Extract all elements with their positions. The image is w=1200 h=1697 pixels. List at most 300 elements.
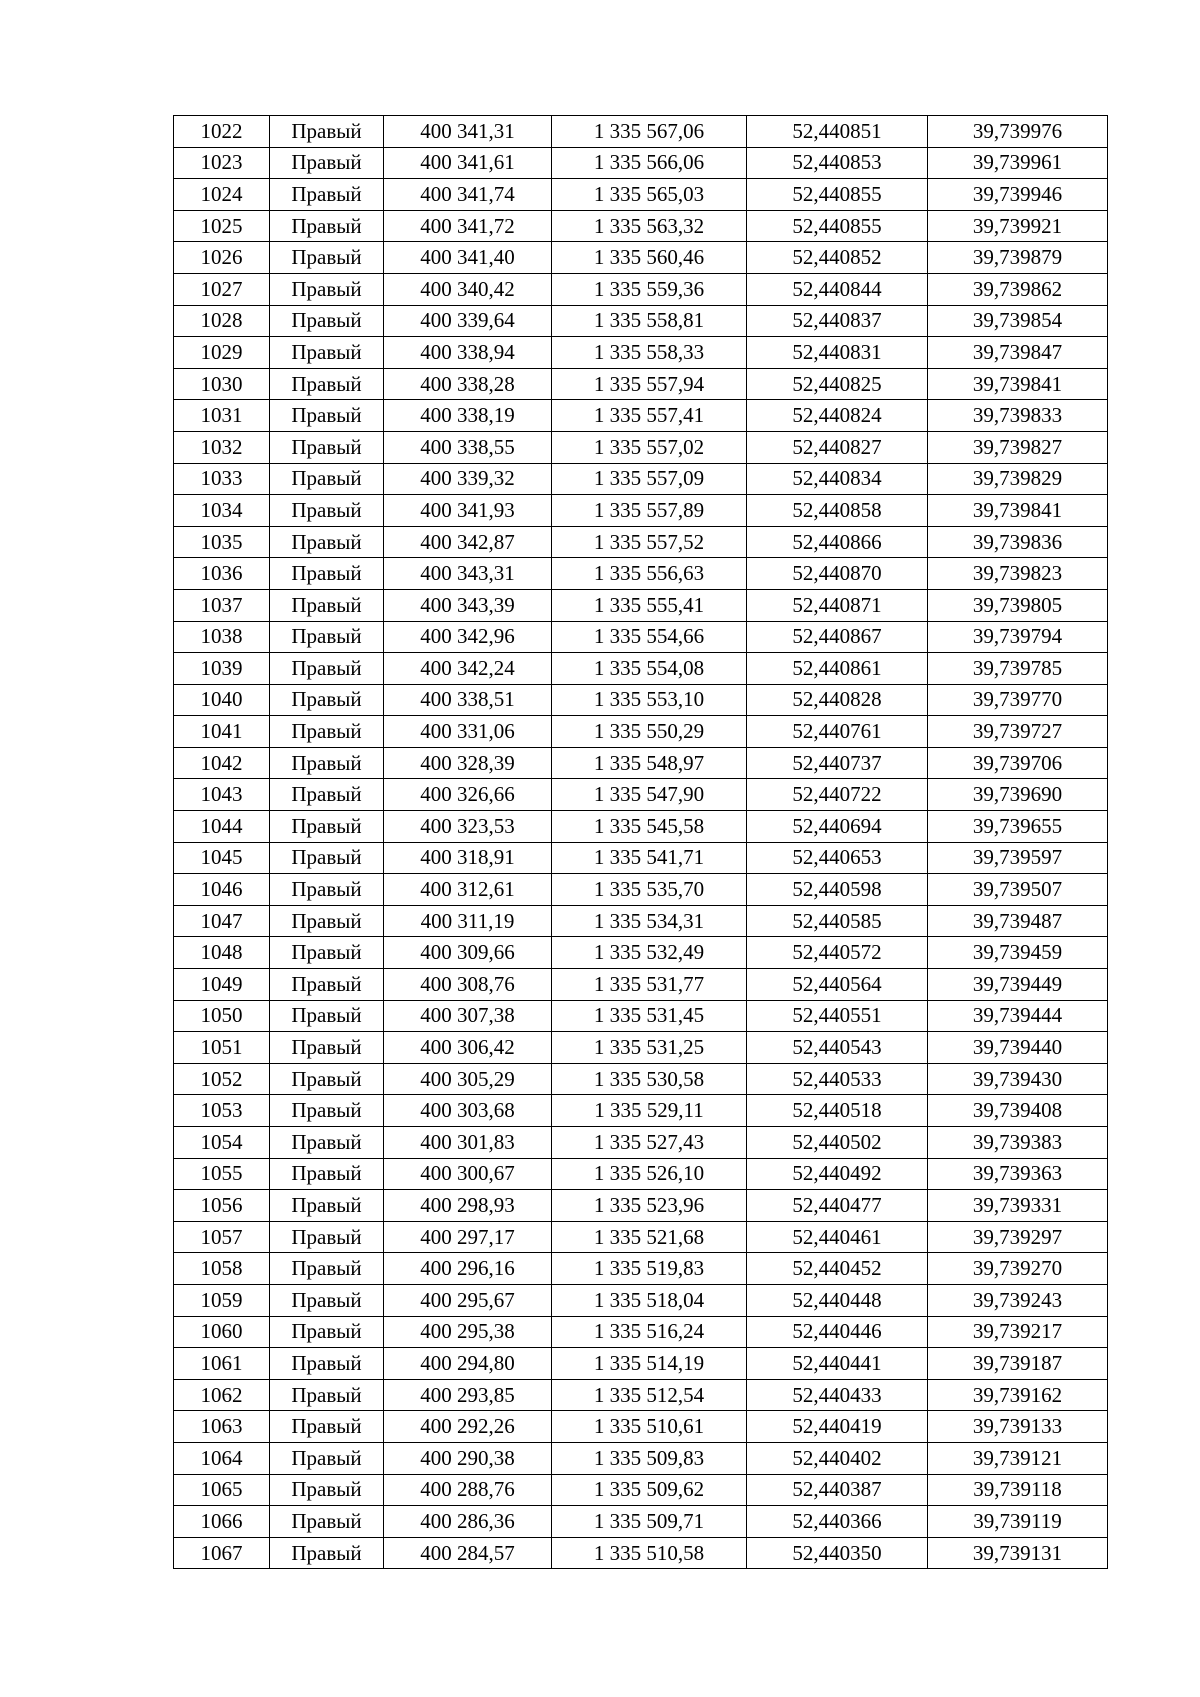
side-cell: Правый [270, 1474, 384, 1506]
longitude-cell: 39,739133 [928, 1411, 1108, 1443]
y-coordinate-cell: 1 335 557,89 [552, 495, 747, 527]
x-coordinate-cell: 400 307,38 [384, 1000, 552, 1032]
longitude-cell: 39,739408 [928, 1095, 1108, 1127]
y-coordinate-cell: 1 335 514,19 [552, 1348, 747, 1380]
point-number-cell: 1035 [174, 526, 270, 558]
table-row [174, 1190, 1108, 1222]
y-coordinate-cell: 1 335 545,58 [552, 811, 747, 843]
point-number-cell: 1044 [174, 811, 270, 843]
x-coordinate-cell: 400 306,42 [384, 1032, 552, 1064]
latitude-cell: 52,440366 [747, 1506, 928, 1538]
latitude-cell: 52,440543 [747, 1032, 928, 1064]
y-coordinate-cell: 1 335 535,70 [552, 874, 747, 906]
table-row [174, 1316, 1108, 1348]
table-row [174, 684, 1108, 716]
side-cell: Правый [270, 747, 384, 779]
latitude-cell: 52,440518 [747, 1095, 928, 1127]
x-coordinate-cell: 400 305,29 [384, 1063, 552, 1095]
latitude-cell: 52,440533 [747, 1063, 928, 1095]
y-coordinate-cell: 1 335 512,54 [552, 1379, 747, 1411]
table-row [174, 1032, 1108, 1064]
point-number-cell: 1029 [174, 337, 270, 369]
side-cell: Правый [270, 779, 384, 811]
side-cell: Правый [270, 842, 384, 874]
x-coordinate-cell: 400 303,68 [384, 1095, 552, 1127]
side-cell: Правый [270, 1063, 384, 1095]
longitude-cell: 39,739879 [928, 242, 1108, 274]
latitude-cell: 52,440722 [747, 779, 928, 811]
longitude-cell: 39,739961 [928, 147, 1108, 179]
y-coordinate-cell: 1 335 526,10 [552, 1158, 747, 1190]
latitude-cell: 52,440828 [747, 684, 928, 716]
table-row [174, 1379, 1108, 1411]
latitude-cell: 52,440441 [747, 1348, 928, 1380]
table-row [174, 716, 1108, 748]
y-coordinate-cell: 1 335 534,31 [552, 905, 747, 937]
point-number-cell: 1063 [174, 1411, 270, 1443]
point-number-cell: 1038 [174, 621, 270, 653]
longitude-cell: 39,739727 [928, 716, 1108, 748]
table-row [174, 1221, 1108, 1253]
x-coordinate-cell: 400 339,64 [384, 305, 552, 337]
point-number-cell: 1039 [174, 653, 270, 685]
y-coordinate-cell: 1 335 527,43 [552, 1127, 747, 1159]
point-number-cell: 1049 [174, 969, 270, 1001]
point-number-cell: 1023 [174, 147, 270, 179]
side-cell: Правый [270, 495, 384, 527]
table-row [174, 558, 1108, 590]
latitude-cell: 52,440844 [747, 273, 928, 305]
latitude-cell: 52,440827 [747, 431, 928, 463]
x-coordinate-cell: 400 343,31 [384, 558, 552, 590]
x-coordinate-cell: 400 284,57 [384, 1537, 552, 1569]
latitude-cell: 52,440870 [747, 558, 928, 590]
latitude-cell: 52,440653 [747, 842, 928, 874]
latitude-cell: 52,440831 [747, 337, 928, 369]
side-cell: Правый [270, 874, 384, 906]
longitude-cell: 39,739841 [928, 495, 1108, 527]
point-number-cell: 1032 [174, 431, 270, 463]
table-row [174, 526, 1108, 558]
x-coordinate-cell: 400 295,38 [384, 1316, 552, 1348]
point-number-cell: 1064 [174, 1442, 270, 1474]
coordinates-table [173, 115, 1108, 1569]
longitude-cell: 39,739976 [928, 116, 1108, 148]
table-row [174, 116, 1108, 148]
longitude-cell: 39,739449 [928, 969, 1108, 1001]
point-number-cell: 1054 [174, 1127, 270, 1159]
y-coordinate-cell: 1 335 519,83 [552, 1253, 747, 1285]
side-cell: Правый [270, 1442, 384, 1474]
longitude-cell: 39,739706 [928, 747, 1108, 779]
y-coordinate-cell: 1 335 554,08 [552, 653, 747, 685]
table-row [174, 179, 1108, 211]
table-row [174, 621, 1108, 653]
point-number-cell: 1048 [174, 937, 270, 969]
side-cell: Правый [270, 463, 384, 495]
longitude-cell: 39,739162 [928, 1379, 1108, 1411]
latitude-cell: 52,440350 [747, 1537, 928, 1569]
latitude-cell: 52,440737 [747, 747, 928, 779]
side-cell: Правый [270, 1095, 384, 1127]
latitude-cell: 52,440598 [747, 874, 928, 906]
latitude-cell: 52,440477 [747, 1190, 928, 1222]
longitude-cell: 39,739270 [928, 1253, 1108, 1285]
table-row [174, 463, 1108, 495]
side-cell: Правый [270, 210, 384, 242]
x-coordinate-cell: 400 286,36 [384, 1506, 552, 1538]
table-row [174, 400, 1108, 432]
table-row [174, 1506, 1108, 1538]
latitude-cell: 52,440824 [747, 400, 928, 432]
point-number-cell: 1067 [174, 1537, 270, 1569]
longitude-cell: 39,739829 [928, 463, 1108, 495]
point-number-cell: 1022 [174, 116, 270, 148]
side-cell: Правый [270, 273, 384, 305]
table-row [174, 337, 1108, 369]
side-cell: Правый [270, 147, 384, 179]
side-cell: Правый [270, 1032, 384, 1064]
latitude-cell: 52,440834 [747, 463, 928, 495]
x-coordinate-cell: 400 309,66 [384, 937, 552, 969]
longitude-cell: 39,739243 [928, 1284, 1108, 1316]
latitude-cell: 52,440855 [747, 210, 928, 242]
y-coordinate-cell: 1 335 556,63 [552, 558, 747, 590]
longitude-cell: 39,739217 [928, 1316, 1108, 1348]
x-coordinate-cell: 400 312,61 [384, 874, 552, 906]
y-coordinate-cell: 1 335 531,25 [552, 1032, 747, 1064]
table-row [174, 210, 1108, 242]
x-coordinate-cell: 400 343,39 [384, 589, 552, 621]
x-coordinate-cell: 400 341,72 [384, 210, 552, 242]
latitude-cell: 52,440492 [747, 1158, 928, 1190]
y-coordinate-cell: 1 335 548,97 [552, 747, 747, 779]
point-number-cell: 1059 [174, 1284, 270, 1316]
side-cell: Правый [270, 716, 384, 748]
latitude-cell: 52,440837 [747, 305, 928, 337]
side-cell: Правый [270, 653, 384, 685]
point-number-cell: 1042 [174, 747, 270, 779]
x-coordinate-cell: 400 338,94 [384, 337, 552, 369]
latitude-cell: 52,440851 [747, 116, 928, 148]
longitude-cell: 39,739862 [928, 273, 1108, 305]
table-row [174, 1158, 1108, 1190]
point-number-cell: 1062 [174, 1379, 270, 1411]
table-row [174, 1000, 1108, 1032]
point-number-cell: 1041 [174, 716, 270, 748]
side-cell: Правый [270, 1411, 384, 1443]
y-coordinate-cell: 1 335 541,71 [552, 842, 747, 874]
y-coordinate-cell: 1 335 555,41 [552, 589, 747, 621]
side-cell: Правый [270, 1000, 384, 1032]
table-row [174, 1474, 1108, 1506]
longitude-cell: 39,739854 [928, 305, 1108, 337]
y-coordinate-cell: 1 335 566,06 [552, 147, 747, 179]
table-row [174, 874, 1108, 906]
table-row [174, 1063, 1108, 1095]
x-coordinate-cell: 400 288,76 [384, 1474, 552, 1506]
y-coordinate-cell: 1 335 532,49 [552, 937, 747, 969]
x-coordinate-cell: 400 318,91 [384, 842, 552, 874]
x-coordinate-cell: 400 338,28 [384, 368, 552, 400]
longitude-cell: 39,739118 [928, 1474, 1108, 1506]
point-number-cell: 1025 [174, 210, 270, 242]
y-coordinate-cell: 1 335 560,46 [552, 242, 747, 274]
side-cell: Правый [270, 621, 384, 653]
y-coordinate-cell: 1 335 523,96 [552, 1190, 747, 1222]
point-number-cell: 1057 [174, 1221, 270, 1253]
x-coordinate-cell: 400 296,16 [384, 1253, 552, 1285]
longitude-cell: 39,739363 [928, 1158, 1108, 1190]
x-coordinate-cell: 400 339,32 [384, 463, 552, 495]
side-cell: Правый [270, 368, 384, 400]
point-number-cell: 1061 [174, 1348, 270, 1380]
y-coordinate-cell: 1 335 558,81 [552, 305, 747, 337]
y-coordinate-cell: 1 335 509,62 [552, 1474, 747, 1506]
longitude-cell: 39,739487 [928, 905, 1108, 937]
longitude-cell: 39,739833 [928, 400, 1108, 432]
point-number-cell: 1060 [174, 1316, 270, 1348]
side-cell: Правый [270, 1253, 384, 1285]
table-row [174, 147, 1108, 179]
side-cell: Правый [270, 905, 384, 937]
x-coordinate-cell: 400 340,42 [384, 273, 552, 305]
point-number-cell: 1040 [174, 684, 270, 716]
side-cell: Правый [270, 969, 384, 1001]
longitude-cell: 39,739823 [928, 558, 1108, 590]
point-number-cell: 1056 [174, 1190, 270, 1222]
x-coordinate-cell: 400 331,06 [384, 716, 552, 748]
point-number-cell: 1058 [174, 1253, 270, 1285]
table-row [174, 1095, 1108, 1127]
longitude-cell: 39,739921 [928, 210, 1108, 242]
table-row [174, 305, 1108, 337]
point-number-cell: 1066 [174, 1506, 270, 1538]
latitude-cell: 52,440825 [747, 368, 928, 400]
y-coordinate-cell: 1 335 557,41 [552, 400, 747, 432]
y-coordinate-cell: 1 335 531,77 [552, 969, 747, 1001]
table-row [174, 779, 1108, 811]
table-row [174, 273, 1108, 305]
x-coordinate-cell: 400 311,19 [384, 905, 552, 937]
point-number-cell: 1036 [174, 558, 270, 590]
latitude-cell: 52,440446 [747, 1316, 928, 1348]
latitude-cell: 52,440402 [747, 1442, 928, 1474]
table-row [174, 495, 1108, 527]
point-number-cell: 1051 [174, 1032, 270, 1064]
side-cell: Правый [270, 1127, 384, 1159]
longitude-cell: 39,739847 [928, 337, 1108, 369]
y-coordinate-cell: 1 335 563,32 [552, 210, 747, 242]
side-cell: Правый [270, 431, 384, 463]
x-coordinate-cell: 400 293,85 [384, 1379, 552, 1411]
point-number-cell: 1047 [174, 905, 270, 937]
side-cell: Правый [270, 811, 384, 843]
x-coordinate-cell: 400 290,38 [384, 1442, 552, 1474]
latitude-cell: 52,440853 [747, 147, 928, 179]
side-cell: Правый [270, 116, 384, 148]
longitude-cell: 39,739794 [928, 621, 1108, 653]
x-coordinate-cell: 400 328,39 [384, 747, 552, 779]
side-cell: Правый [270, 558, 384, 590]
longitude-cell: 39,739444 [928, 1000, 1108, 1032]
table-row [174, 242, 1108, 274]
x-coordinate-cell: 400 292,26 [384, 1411, 552, 1443]
longitude-cell: 39,739836 [928, 526, 1108, 558]
y-coordinate-cell: 1 335 510,58 [552, 1537, 747, 1569]
latitude-cell: 52,440585 [747, 905, 928, 937]
y-coordinate-cell: 1 335 553,10 [552, 684, 747, 716]
point-number-cell: 1031 [174, 400, 270, 432]
longitude-cell: 39,739770 [928, 684, 1108, 716]
point-number-cell: 1046 [174, 874, 270, 906]
side-cell: Правый [270, 1284, 384, 1316]
longitude-cell: 39,739459 [928, 937, 1108, 969]
latitude-cell: 52,440502 [747, 1127, 928, 1159]
longitude-cell: 39,739655 [928, 811, 1108, 843]
side-cell: Правый [270, 1158, 384, 1190]
y-coordinate-cell: 1 335 557,09 [552, 463, 747, 495]
y-coordinate-cell: 1 335 530,58 [552, 1063, 747, 1095]
point-number-cell: 1052 [174, 1063, 270, 1095]
x-coordinate-cell: 400 338,51 [384, 684, 552, 716]
y-coordinate-cell: 1 335 509,71 [552, 1506, 747, 1538]
longitude-cell: 39,739946 [928, 179, 1108, 211]
x-coordinate-cell: 400 298,93 [384, 1190, 552, 1222]
y-coordinate-cell: 1 335 521,68 [552, 1221, 747, 1253]
x-coordinate-cell: 400 301,83 [384, 1127, 552, 1159]
longitude-cell: 39,739187 [928, 1348, 1108, 1380]
longitude-cell: 39,739430 [928, 1063, 1108, 1095]
y-coordinate-cell: 1 335 531,45 [552, 1000, 747, 1032]
x-coordinate-cell: 400 297,17 [384, 1221, 552, 1253]
y-coordinate-cell: 1 335 554,66 [552, 621, 747, 653]
x-coordinate-cell: 400 294,80 [384, 1348, 552, 1380]
point-number-cell: 1024 [174, 179, 270, 211]
side-cell: Правый [270, 1316, 384, 1348]
latitude-cell: 52,440694 [747, 811, 928, 843]
table-row [174, 1442, 1108, 1474]
x-coordinate-cell: 400 342,24 [384, 653, 552, 685]
y-coordinate-cell: 1 335 558,33 [552, 337, 747, 369]
table-row [174, 1537, 1108, 1569]
side-cell: Правый [270, 337, 384, 369]
side-cell: Правый [270, 526, 384, 558]
y-coordinate-cell: 1 335 550,29 [552, 716, 747, 748]
longitude-cell: 39,739841 [928, 368, 1108, 400]
latitude-cell: 52,440551 [747, 1000, 928, 1032]
table-row [174, 1411, 1108, 1443]
table-row [174, 1127, 1108, 1159]
point-number-cell: 1033 [174, 463, 270, 495]
table-row [174, 653, 1108, 685]
x-coordinate-cell: 400 323,53 [384, 811, 552, 843]
latitude-cell: 52,440461 [747, 1221, 928, 1253]
table-row [174, 589, 1108, 621]
table-row [174, 969, 1108, 1001]
y-coordinate-cell: 1 335 557,52 [552, 526, 747, 558]
y-coordinate-cell: 1 335 567,06 [552, 116, 747, 148]
side-cell: Правый [270, 937, 384, 969]
latitude-cell: 52,440448 [747, 1284, 928, 1316]
x-coordinate-cell: 400 342,96 [384, 621, 552, 653]
latitude-cell: 52,440433 [747, 1379, 928, 1411]
x-coordinate-cell: 400 341,61 [384, 147, 552, 179]
side-cell: Правый [270, 684, 384, 716]
latitude-cell: 52,440564 [747, 969, 928, 1001]
table-row [174, 1284, 1108, 1316]
side-cell: Правый [270, 400, 384, 432]
y-coordinate-cell: 1 335 557,94 [552, 368, 747, 400]
point-number-cell: 1030 [174, 368, 270, 400]
x-coordinate-cell: 400 300,67 [384, 1158, 552, 1190]
coordinates-table-body [174, 116, 1108, 1569]
table-row [174, 937, 1108, 969]
table-row [174, 747, 1108, 779]
point-number-cell: 1053 [174, 1095, 270, 1127]
x-coordinate-cell: 400 342,87 [384, 526, 552, 558]
point-number-cell: 1028 [174, 305, 270, 337]
point-number-cell: 1043 [174, 779, 270, 811]
x-coordinate-cell: 400 341,74 [384, 179, 552, 211]
y-coordinate-cell: 1 335 547,90 [552, 779, 747, 811]
side-cell: Правый [270, 1348, 384, 1380]
side-cell: Правый [270, 242, 384, 274]
point-number-cell: 1026 [174, 242, 270, 274]
latitude-cell: 52,440861 [747, 653, 928, 685]
latitude-cell: 52,440867 [747, 621, 928, 653]
x-coordinate-cell: 400 341,93 [384, 495, 552, 527]
y-coordinate-cell: 1 335 516,24 [552, 1316, 747, 1348]
latitude-cell: 52,440871 [747, 589, 928, 621]
x-coordinate-cell: 400 341,31 [384, 116, 552, 148]
longitude-cell: 39,739597 [928, 842, 1108, 874]
x-coordinate-cell: 400 338,19 [384, 400, 552, 432]
latitude-cell: 52,440419 [747, 1411, 928, 1443]
latitude-cell: 52,440761 [747, 716, 928, 748]
longitude-cell: 39,739297 [928, 1221, 1108, 1253]
latitude-cell: 52,440387 [747, 1474, 928, 1506]
table-row [174, 1253, 1108, 1285]
y-coordinate-cell: 1 335 510,61 [552, 1411, 747, 1443]
latitude-cell: 52,440855 [747, 179, 928, 211]
side-cell: Правый [270, 1221, 384, 1253]
latitude-cell: 52,440852 [747, 242, 928, 274]
side-cell: Правый [270, 1537, 384, 1569]
x-coordinate-cell: 400 295,67 [384, 1284, 552, 1316]
longitude-cell: 39,739805 [928, 589, 1108, 621]
table-row [174, 811, 1108, 843]
point-number-cell: 1055 [174, 1158, 270, 1190]
point-number-cell: 1050 [174, 1000, 270, 1032]
latitude-cell: 52,440452 [747, 1253, 928, 1285]
point-number-cell: 1037 [174, 589, 270, 621]
longitude-cell: 39,739690 [928, 779, 1108, 811]
latitude-cell: 52,440866 [747, 526, 928, 558]
longitude-cell: 39,739440 [928, 1032, 1108, 1064]
latitude-cell: 52,440858 [747, 495, 928, 527]
longitude-cell: 39,739383 [928, 1127, 1108, 1159]
table-row [174, 431, 1108, 463]
side-cell: Правый [270, 589, 384, 621]
side-cell: Правый [270, 1379, 384, 1411]
latitude-cell: 52,440572 [747, 937, 928, 969]
longitude-cell: 39,739119 [928, 1506, 1108, 1538]
table-row [174, 368, 1108, 400]
x-coordinate-cell: 400 341,40 [384, 242, 552, 274]
point-number-cell: 1027 [174, 273, 270, 305]
x-coordinate-cell: 400 326,66 [384, 779, 552, 811]
